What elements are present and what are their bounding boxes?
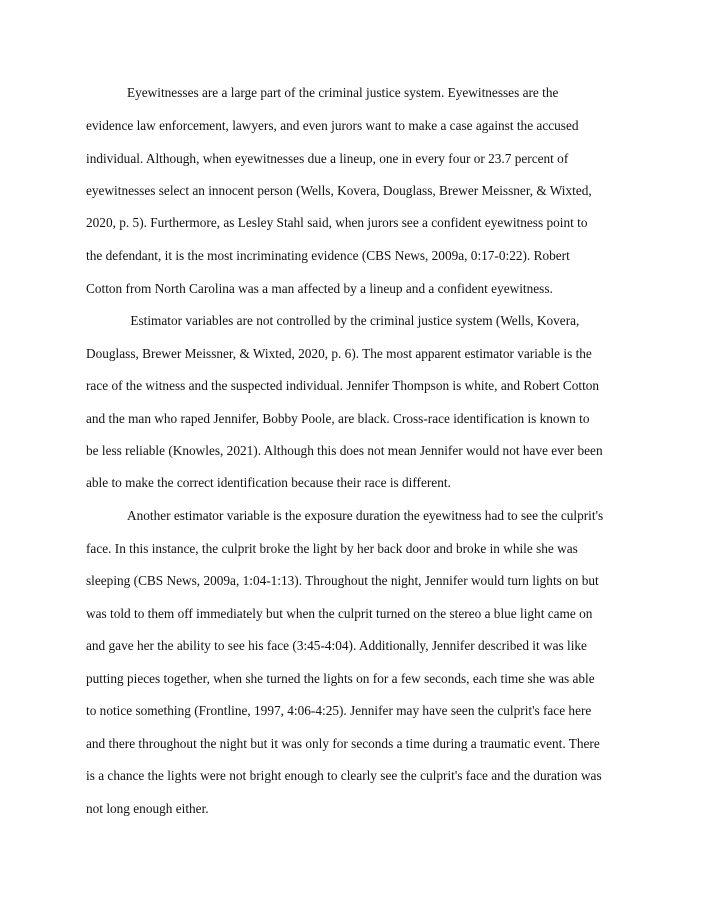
paragraph-1-line-5: 2020, p. 5). Furthermore, as Lesley Stahl said, when jurors see a confident eyewitness point to [86,215,588,230]
paragraph-1-line-1: Eyewitnesses are a large part of the criminal justice system. Eyewitnesses are the [127,85,559,100]
paragraph-1-line-2: evidence law enforcement, lawyers, and even jurors want to make a case against the accused [86,118,579,133]
paragraph-2-line-4: and the man who raped Jennifer, Bobby Poole, are black. Cross-race identification is known to [86,411,590,426]
paragraph-3-line-5: and gave her the ability to see his face (3:45-4:04). Additionally, Jennifer described it was like [86,638,587,653]
paragraph-3-line-1: Another estimator variable is the exposure duration the eyewitness had to see the culprit's [127,508,604,523]
paragraph-1-line-7: Cotton from North Carolina was a man affected by a lineup and a confident eyewitness. [86,281,553,296]
paragraph-3-line-3: sleeping (CBS News, 2009a, 1:04-1:13). Throughout the night, Jennifer would turn lights on but [86,573,599,588]
paragraph-3-line-2: face. In this instance, the culprit broke the light by her back door and broke in while she was [86,541,578,556]
paragraph-1-line-3: individual. Although, when eyewitnesses due a lineup, one in every four or 23.7 percent of [86,151,569,166]
paragraph-3-line-9: is a chance the lights were not bright enough to clearly see the culprit's face and the duration was [86,768,602,783]
paragraph-3-line-8: and there throughout the night but it was only for seconds a time during a traumatic event. There [86,736,600,751]
paragraph-2-line-3: race of the witness and the suspected individual. Jennifer Thompson is white, and Robert Cotton [86,378,600,393]
paragraph-3-line-6: putting pieces together, when she turned the lights on for a few seconds, each time she was able [86,671,595,686]
paragraph-3-line-7: to notice something (Frontline, 1997, 4:06-4:25). Jennifer may have seen the culprit's face here [86,703,592,718]
paragraph-1-line-4: eyewitnesses select an innocent person (Wells, Kovera, Douglass, Brewer Meissner, & Wixted, [86,183,592,198]
paragraph-2-line-5: be less reliable (Knowles, 2021). Although this does not mean Jennifer would not have ever been [86,443,603,458]
paragraph-3-line-10: not long enough either. [86,801,209,816]
paragraph-3-line-4: was told to them off immediately but when the culprit turned on the stereo a blue light came on [86,606,593,621]
paragraph-2-line-2: Douglass, Brewer Meissner, & Wixted, 2020, p. 6). The most apparent estimator variable is the [86,346,592,361]
paragraph-1-line-6: the defendant, it is the most incriminating evidence (CBS News, 2009a, 0:17-0:22). Robert [86,248,570,263]
paragraph-2-line-1: Estimator variables are not controlled by the criminal justice system (Wells, Kovera, [127,313,580,328]
paragraph-2-line-6: able to make the correct identification because their race is different. [86,475,451,490]
